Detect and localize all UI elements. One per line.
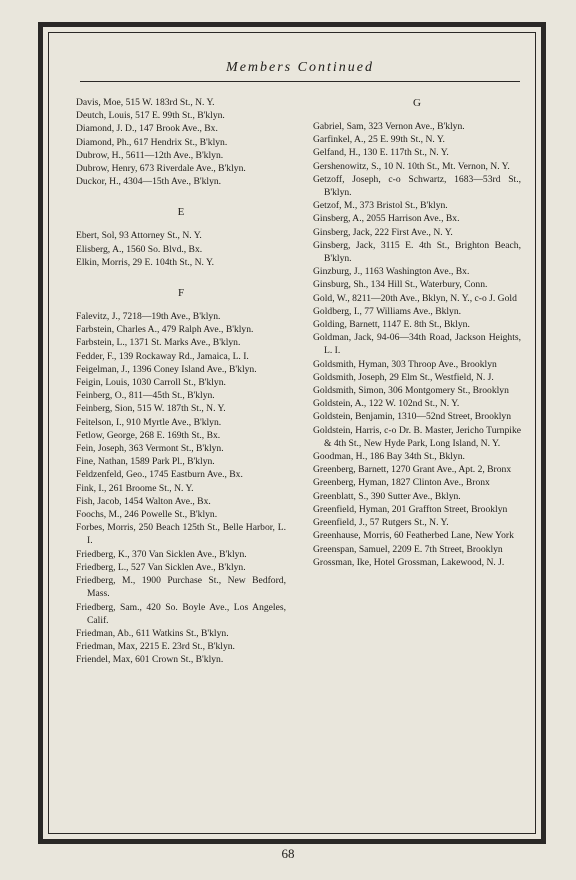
member-entry: Dubrow, Henry, 673 Riverdale Ave., B'klyn.: [76, 163, 246, 175]
member-entry: Falevitz, J., 7218—19th Ave., B'klyn.: [76, 311, 221, 323]
member-entry: Farbstein, Charles A., 479 Ralph Ave., B'klyn.: [76, 324, 254, 336]
member-entry: Feinberg, O., 811—45th St., B'klyn.: [76, 390, 215, 402]
member-entry: Goldstein, A., 122 W. 102nd St., N. Y.: [313, 398, 460, 410]
member-entry: Ginsberg, Jack, 3115 E. 4th St., Brighton Beach, B'klyn.: [313, 239, 521, 265]
member-entry: Ginsburg, Sh., 134 Hill St., Waterbury, Conn.: [313, 279, 488, 291]
member-entry: Goldman, Jack, 94-06—34th Road, Jackson Heights, L. I.: [313, 332, 521, 357]
section-letter-g: G: [413, 97, 421, 109]
member-entry: Greenfield, J., 57 Rutgers St., N. Y.: [313, 517, 449, 529]
member-entry: Greenfield, Hyman, 201 Graffton Street, Brooklyn: [313, 503, 508, 515]
member-entry: Elisberg, A., 1560 So. Blvd., Bx.: [76, 243, 203, 255]
d-section: [76, 96, 286, 188]
member-entry: Foochs, M., 246 Powelle St., B'klyn.: [76, 509, 218, 521]
member-entry: Goldstein, Benjamin, 1310—52nd Street, Brooklyn: [313, 411, 511, 423]
member-entry: Garfinkel, A., 25 E. 99th St., N. Y.: [313, 134, 445, 146]
member-entry: Ebert, Sol, 93 Attorney St., N. Y.: [76, 230, 202, 242]
spacer: [76, 188, 286, 205]
member-entry: Goldsmith, Joseph, 29 Elm St., Westfield, N. J.: [313, 371, 494, 383]
member-entry: Friedberg, M., 1900 Purchase St., New Bedford, Mass.: [76, 575, 286, 600]
member-entry: Fish, Jacob, 1454 Walton Ave., Bx.: [76, 495, 211, 507]
member-entry: Ginzburg, J., 1163 Washington Ave., Bx.: [313, 266, 470, 278]
member-entry: Greenspan, Samuel, 2209 E. 7th Street, Brooklyn: [313, 543, 503, 555]
member-entry: Fink, I., 261 Broome St., N. Y.: [76, 482, 194, 494]
spacer: [76, 300, 286, 310]
member-entry: Gabriel, Sam, 323 Vernon Ave., B'klyn.: [313, 121, 465, 132]
member-entry: Farbstein, L., 1371 St. Marks Ave., B'klyn.: [76, 337, 241, 349]
member-entry: Gelfand, H., 130 E. 117th St., N. Y.: [313, 147, 449, 159]
member-entry: Friedman, Max, 2215 E. 23rd St., B'klyn.: [76, 641, 235, 653]
section-letter-e: E: [177, 206, 185, 219]
member-entry: Diamond, J. D., 147 Brook Ave., Bx.: [76, 123, 218, 135]
member-entry: Deutch, Louis, 517 E. 99th St., B'klyn.: [76, 110, 225, 122]
spacer: [313, 110, 521, 120]
member-entry: Goldstein, Harris, c-o Dr. B. Master, Jericho Turnpike & 4th St., New Hyde Park, Long Island, N. Y.: [313, 424, 521, 449]
member-entry: Dubrow, H., 5611—12th Ave., B'klyn.: [76, 149, 224, 161]
section-letter-f: F: [177, 287, 185, 300]
member-entry: Golding, Barnett, 1147 E. 8th St., Bklyn.: [313, 319, 470, 331]
member-entry: Goldsmith, Simon, 306 Montgomery St., Brooklyn: [313, 385, 509, 397]
member-entry: Friedberg, K., 370 Van Sicklen Ave., B'klyn.: [76, 548, 247, 560]
member-entry: Diamond, Ph., 617 Hendrix St., B'klyn.: [76, 136, 228, 148]
member-entry: Feinberg, Sion, 515 W. 187th St., N. Y.: [76, 403, 226, 415]
member-entry: Gershenowitz, S., 10 N. 10th St., Mt. Vernon, N. Y.: [313, 160, 510, 172]
member-entry: Feitelson, I., 910 Myrtle Ave., B'klyn.: [76, 416, 222, 428]
page-number: 68: [281, 846, 295, 861]
member-entry: Feldzenfeld, Geo., 1745 Eastburn Ave., Bx.: [76, 469, 243, 481]
member-entry: Davis, Moe, 515 W. 183rd St., N. Y.: [76, 97, 215, 108]
spacer: [76, 269, 286, 286]
right-column: [313, 96, 521, 569]
member-entry: Fetlow, George, 268 E. 169th St., Bx.: [76, 429, 221, 441]
member-entry: Duckor, H., 4304—15th Ave., B'klyn.: [76, 176, 222, 188]
member-entry: Feigelman, J., 1396 Coney Island Ave., B'klyn.: [76, 363, 257, 375]
member-entry: Fein, Joseph, 363 Vermont St., B'klyn.: [76, 443, 224, 455]
member-entry: Getzof, M., 373 Bristol St., B'klyn.: [313, 200, 448, 212]
member-entry: Goodman, H., 186 Bay 34th St., Bklyn.: [313, 451, 465, 463]
page-header: Members Continued: [226, 60, 374, 75]
f-section: [76, 310, 286, 666]
member-entry: Greenblatt, S., 390 Sutter Ave., Bklyn.: [313, 490, 461, 502]
e-section: [76, 229, 286, 269]
member-entry: Friendel, Max, 601 Crown St., B'klyn.: [76, 654, 224, 666]
member-entry: Getzoff, Joseph, c-o Schwartz, 1683—53rd St., B'klyn.: [313, 173, 521, 199]
member-entry: Goldsmith, Hyman, 303 Throop Ave., Brooklyn: [313, 358, 497, 370]
member-entry: Elkin, Morris, 29 E. 104th St., N. Y.: [76, 256, 215, 268]
member-entry: Grossman, Ike, Hotel Grossman, Lakewood, N. J.: [313, 556, 505, 568]
member-entry: Friedberg, L., 527 Van Sicklen Ave., B'klyn.: [76, 561, 246, 573]
spacer: [76, 219, 286, 229]
member-entry: Greenhause, Morris, 60 Featherbed Lane, New York: [313, 530, 514, 542]
member-entry: Goldberg, I., 77 Williams Ave., Bklyn.: [313, 305, 462, 317]
member-entry: Greenberg, Barnett, 1270 Grant Ave., Apt. 2, Bronx: [313, 464, 512, 476]
member-entry: Forbes, Morris, 250 Beach 125th St., Belle Harbor, L. I.: [76, 522, 286, 547]
member-entry: Ginsberg, A., 2055 Harrison Ave., Bx.: [313, 213, 460, 225]
left-column: [76, 96, 286, 667]
member-entry: Feigin, Louis, 1030 Carroll St., B'klyn.: [76, 377, 226, 389]
header-rule: [80, 81, 520, 82]
member-entry: Gold, W., 8211—20th Ave., Bklyn, N. Y., c-o J. Gold: [313, 292, 517, 304]
member-entry: Fedder, F., 139 Rockaway Rd., Jamaica, L. I.: [76, 350, 249, 362]
g-section: [313, 120, 521, 569]
member-entry: Friedberg, Sam., 420 So. Boyle Ave., Los Angeles, Calif.: [76, 601, 286, 626]
member-entry: Greenberg, Hyman, 1827 Clinton Ave., Bronx: [313, 477, 490, 489]
member-entry: Ginsberg, Jack, 222 First Ave., N. Y.: [313, 226, 453, 238]
member-entry: Fine, Nathan, 1589 Park Pl., B'klyn.: [76, 456, 215, 468]
member-entry: Friedman, Ab., 611 Watkins St., B'klyn.: [76, 627, 229, 639]
